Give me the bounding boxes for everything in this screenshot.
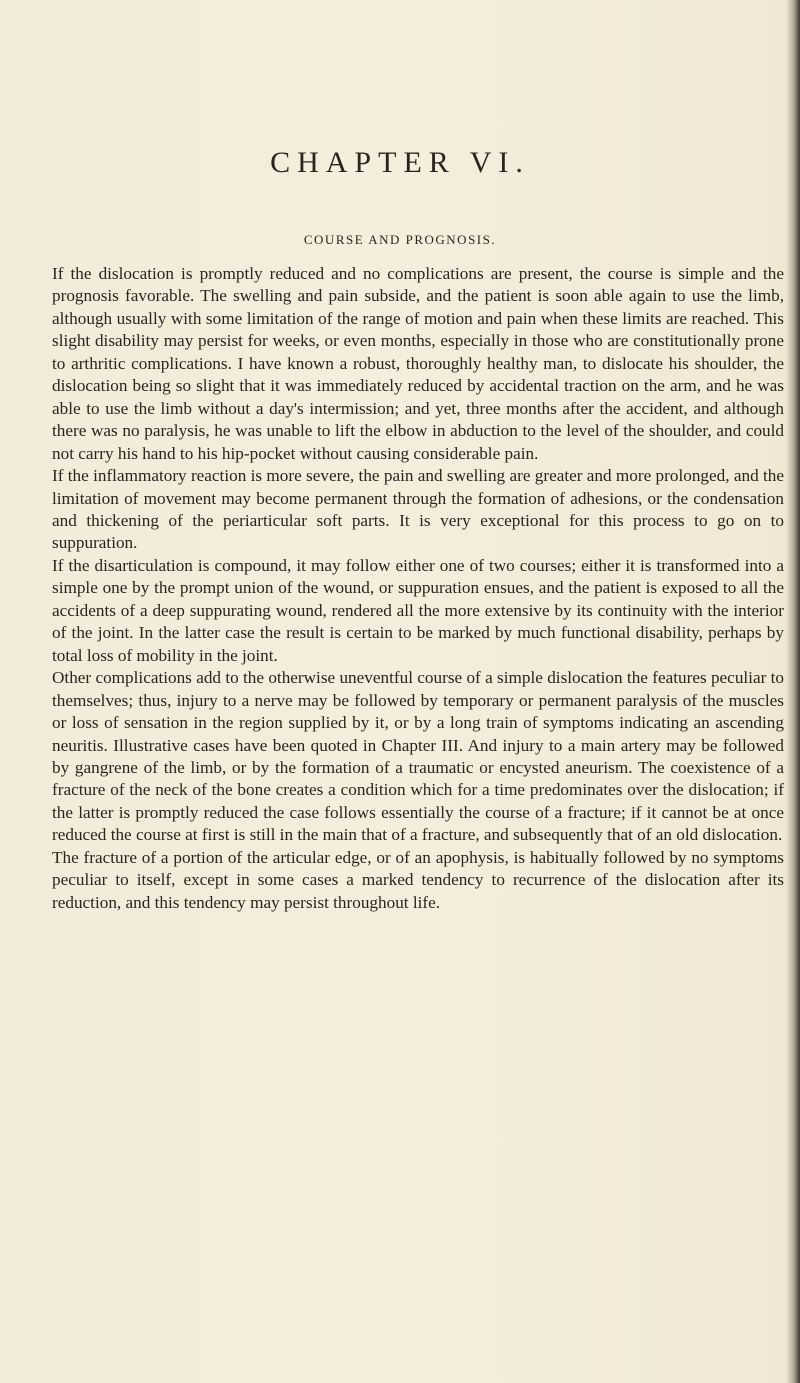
- body-text: [52, 263, 784, 914]
- page-edge-shadow: [786, 0, 800, 1383]
- paragraph-5: The fracture of a portion of the articular edge, or of an apophysis, is habitually followed by no symptoms peculiar to itself, except in some cases a marked tendency to recurrence of the dislocation after its reduction, and this tendency may persist throughout life.: [52, 847, 784, 912]
- paragraph-2: If the inflammatory reaction is more severe, the pain and swelling are greater and more prolonged, and the limitation of movement may become permanent through the formation of adhesions, or the condensation and thickening of the periarticular soft parts. It is very exceptional for this process to go on to suppuration.: [52, 466, 784, 553]
- paragraph-1: If the dislocation is promptly reduced and no complications are present, the course is simple and the prognosis favorable. The swelling and pain subside, and the patient is soon able again to use the limb, although usually with some limitation of the range of motion and pain when these limits are reached. This slight disability may persist for weeks, or even months, especially in those who are constitutionally prone to arthritic complications. I have known a robust, thoroughly healthy man, to dislocate his shoulder, the dislocation being so slight that it was immediately reduced by accidental traction on the arm, and he was able to use the limb without a day's intermission; and yet, three months after the accident, and although there was no paralysis, he was unable to lift the elbow in abduction to the level of the shoulder, and could not carry his hand to his hip-pocket without causing considerable pain.: [52, 264, 784, 463]
- paragraph-3: If the disarticulation is compound, it may follow either one of two courses; either it is transformed into a simple one by the prompt union of the wound, or suppuration ensues, and the patient is exposed to all the accidents of a deep suppurating wound, rendered all the more extensive by its continuity with the interior of the joint. In the latter case the result is certain to be marked by much functional disability, perhaps by total loss of mobility in the joint.: [52, 555, 784, 665]
- section-title: COURSE AND PROGNOSIS.: [303, 232, 497, 247]
- paragraph-4: Other complications add to the otherwise uneventful course of a simple dislocation the features peculiar to themselves; thus, injury to a nerve may be followed by temporary or permanent paralysis of the muscles or loss of sensation in the region supplied by it, or by a long train of symptoms indicating an ascending neuritis. Illustrative cases have been quoted in Chapter III. And injury to a main artery may be followed by gangrene of the limb, or by the formation of a traumatic or encysted aneurism. The coexistence of a fracture of the neck of the bone creates a condition which for a time predominates over the dislocation; if the latter is promptly reduced the case follows essentially the course of a fracture; if it cannot be at once reduced the course at first is still in the main that of a fracture, and subsequently that of an old dislocation.: [52, 668, 784, 845]
- chapter-title: CHAPTER VI.: [270, 146, 530, 179]
